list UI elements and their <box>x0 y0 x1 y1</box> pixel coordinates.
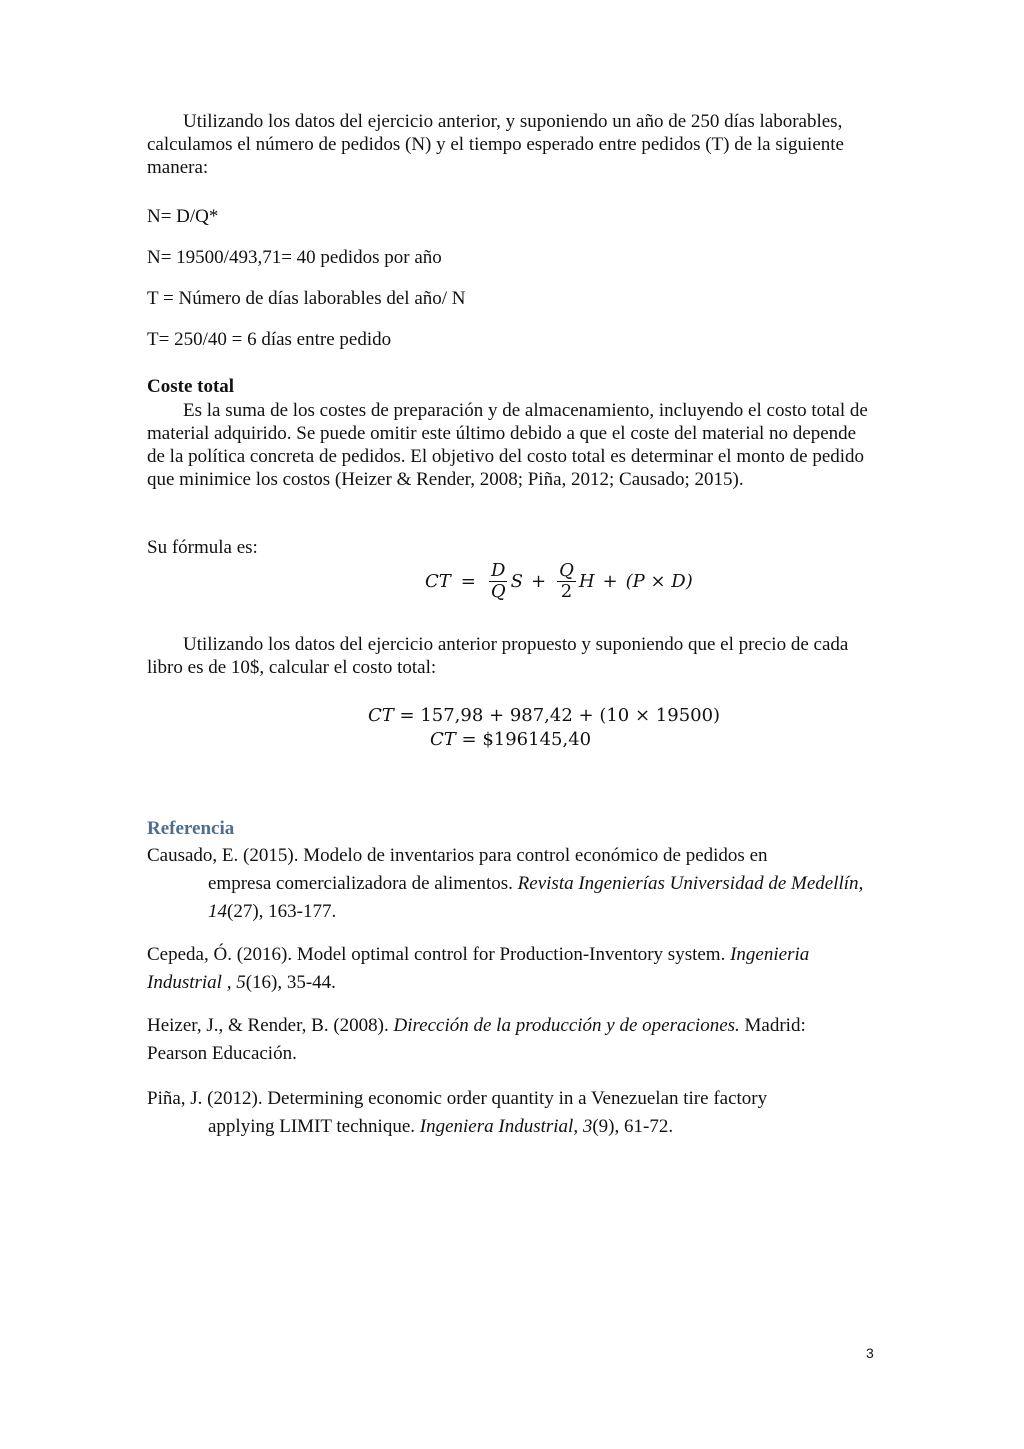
cost-formula <box>425 556 693 606</box>
calc1-rhs: = 157,98 + 987,42 + (10 × 19500) <box>399 705 721 726</box>
coste-total-rest: total de material adquirido. Se puede omitir este último debido a que el coste del material no depende de la política concreta de pedidos. El objetivo del costo total es determinar el monto de pedido que minimice los costos (Heizer & Render, 2008; Piña, 2012; Causado; 2015). <box>147 400 868 490</box>
t-calculation: T= 250/40 = 6 días entre pedido <box>147 329 392 350</box>
fraction-numerator-q: Q <box>559 559 574 581</box>
ref-heizer-pre: Heizer, J., & Render, B. (2008). <box>147 1015 394 1036</box>
ref-pina-journal: Ingeniera Industrial, 3 <box>419 1116 593 1137</box>
example-rest: cada libro es de 10$, calcular el costo total: <box>147 634 849 678</box>
intro-paragraph <box>147 110 877 179</box>
calc1-lhs: CT <box>368 705 394 726</box>
ref-causado-post: (27), 163-177. <box>227 901 337 922</box>
formula-equals: = <box>460 570 476 592</box>
references-heading: Referencia <box>147 818 235 839</box>
calc2-lhs: CT <box>430 729 456 750</box>
fraction-denominator-2: 2 <box>560 580 573 602</box>
formula-s: S <box>510 570 523 592</box>
fraction-q-over-2 <box>557 561 576 602</box>
formula-lhs: CT <box>425 570 451 592</box>
ref-heizer-title: Dirección de la producción y de operaciones. <box>393 1015 740 1036</box>
ref-pina-post: (9), 61-72. <box>592 1116 674 1137</box>
ref-cepeda-journal: Ingenieria Industrial , 5 <box>147 944 810 993</box>
reference-item-pina <box>147 1085 877 1141</box>
coste-total-heading: Coste total <box>147 376 235 397</box>
ref-causado-line1: Causado, E. (2015). Modelo de inventarios para control económico de pedidos en <box>147 845 768 866</box>
formula-h: H <box>578 570 595 592</box>
ref-pina-pre: applying LIMIT technique. <box>208 1116 420 1137</box>
intro-rest: laborables, calculamos el número de pedidos (N) y el tiempo esperado entre pedidos (T) de la siguiente manera: <box>147 111 844 178</box>
ref-causado-journal: Revista Ingenierías Universidad de Medellín, 14 <box>208 873 864 922</box>
ref-pina-cont <box>147 1113 877 1141</box>
formula-tail: (P × D) <box>625 570 693 592</box>
ref-heizer-post: Madrid: Pearson Educación. <box>147 1015 806 1064</box>
calculation-line-2 <box>430 729 591 750</box>
ref-pina-line1: Piña, J. (2012). Determining economic order quantity in a Venezuelan tire factory <box>147 1088 768 1109</box>
example-paragraph <box>147 633 877 679</box>
n-definition: N= D/Q* <box>147 206 219 227</box>
reference-item-cepeda <box>147 941 877 997</box>
formula-plus-1: + <box>530 570 547 592</box>
ref-causado-pre: empresa comercializadora de alimentos. <box>208 873 518 894</box>
calc2-rhs: = $196145,40 <box>461 729 592 750</box>
reference-item-causado <box>147 842 877 926</box>
coste-total-first-line: Es la suma de los costes de preparación y de almacenamiento, incluyendo el costo <box>183 400 807 421</box>
fraction-denominator-q: Q <box>490 580 506 602</box>
fraction-d-over-q <box>489 561 508 602</box>
fraction-numerator-d: D <box>491 559 506 581</box>
t-definition: T = Número de días laborables del año/ N <box>147 288 466 309</box>
formula-label: Su fórmula es: <box>147 537 258 558</box>
formula-plus-2: + <box>602 570 618 592</box>
ref-causado-cont <box>147 870 877 926</box>
reference-item-heizer <box>147 1012 869 1068</box>
example-first-line: Utilizando los datos del ejercicio anterior propuesto y suponiendo que el precio de <box>183 634 809 655</box>
ref-cepeda-pre: Cepeda, Ó. (2016). Model optimal control for Production-Inventory system. <box>147 944 731 965</box>
calculation-line-1 <box>368 705 720 726</box>
coste-total-paragraph <box>147 399 877 491</box>
page-number: 3 <box>866 1345 874 1361</box>
n-calculation: N= 19500/493,71= 40 pedidos por año <box>147 247 442 268</box>
intro-first-line: Utilizando los datos del ejercicio anterior, y suponiendo un año de 250 días <box>183 111 755 132</box>
ref-cepeda-post: (16), 35-44. <box>245 972 336 993</box>
